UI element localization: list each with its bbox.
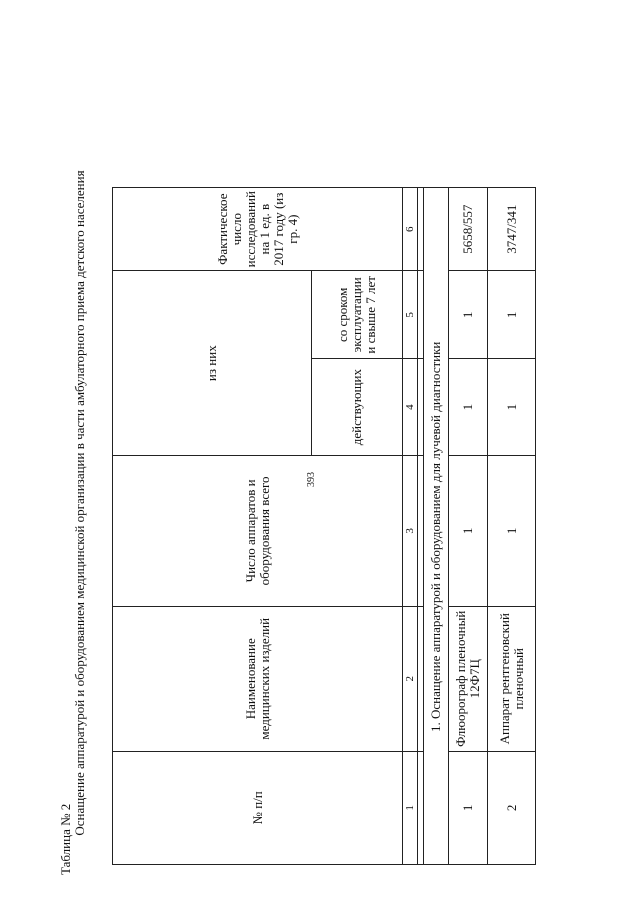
active-count: 1 (449, 359, 488, 456)
header-active: действующих (312, 359, 403, 456)
header-row (113, 188, 312, 865)
table-row (449, 188, 488, 865)
over-7-years-count: 1 (488, 271, 536, 359)
column-number: 1 (403, 751, 418, 864)
column-number: 5 (403, 271, 418, 359)
table-row (488, 188, 536, 865)
total-count: 1 (449, 456, 488, 607)
table-caption: Оснащение аппаратурой и оборудованием медицинской организации в части амбулаторного приема детского населения (72, 170, 87, 836)
page-number: 393 (306, 472, 317, 487)
device-name: Флюорограф пленочный 12Ф7Ц (449, 606, 488, 751)
column-number: 6 (403, 188, 418, 271)
column-number: 3 (403, 456, 418, 607)
over-7-years-count: 1 (449, 271, 488, 359)
header-number: № п/п (113, 751, 403, 864)
row-number: 1 (449, 751, 488, 864)
header-device-name: Наименование медицинских изделий (113, 606, 403, 751)
column-number: 2 (403, 606, 418, 751)
device-name: Аппарат рентгеновский пленочный (488, 606, 536, 751)
equipment-table (112, 187, 536, 865)
section-title: 1. Оснащение аппаратурой и оборудованием для лучевой диагностики (424, 188, 449, 865)
section-row (424, 188, 449, 865)
column-number-row (403, 188, 418, 865)
studies-count: 3747/341 (488, 188, 536, 271)
header-of-them: из них (113, 271, 312, 456)
header-actual-studies: Фактическое число исследований на 1 ед. в 2017 году (из гр. 4) (113, 188, 403, 271)
active-count: 1 (488, 359, 536, 456)
column-number: 4 (403, 359, 418, 456)
row-number: 2 (488, 751, 536, 864)
table-title: Таблица № 2 (58, 803, 73, 875)
total-count: 1 (488, 456, 536, 607)
header-total-count: Число аппаратов и оборудования всего (113, 456, 403, 607)
header-over-7-years: со сроком эксплуатации и свыше 7 лет (312, 271, 403, 359)
studies-count: 5658/557 (449, 188, 488, 271)
